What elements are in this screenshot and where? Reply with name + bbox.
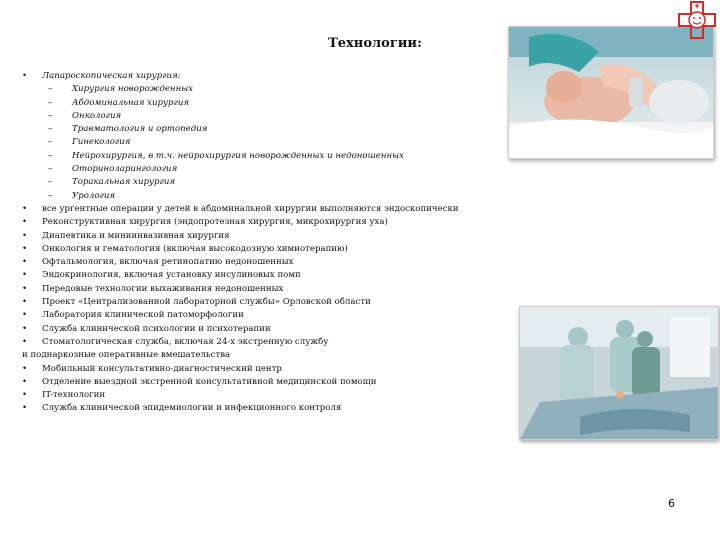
cross-face-logo-icon bbox=[677, 0, 717, 40]
bullet-marker: • bbox=[22, 376, 28, 387]
sub-list-item bbox=[22, 190, 502, 203]
bullet-marker: • bbox=[22, 257, 28, 268]
item-text: Стоматологическая служба, включая 24-х экстренную службу bbox=[42, 336, 329, 347]
sub-list-item bbox=[22, 83, 502, 96]
bullet-marker: • bbox=[22, 230, 28, 241]
bullet-marker: • bbox=[22, 71, 28, 81]
item-text: Лапароскопическая хирургия: bbox=[42, 71, 181, 81]
hospital-logo bbox=[677, 0, 717, 40]
dash-marker: – bbox=[48, 177, 53, 188]
continuation-line bbox=[22, 349, 502, 362]
list-item bbox=[22, 243, 502, 256]
newborn-surgery-illustration bbox=[509, 27, 713, 158]
item-text: Лаборатория клинической патоморфологии bbox=[42, 310, 244, 321]
list-item bbox=[22, 256, 502, 269]
list-item bbox=[22, 296, 502, 309]
bullet-marker: • bbox=[22, 297, 28, 308]
sub-list-item bbox=[22, 163, 502, 176]
item-text: Гинекология bbox=[72, 137, 131, 148]
sub-list-item bbox=[22, 136, 502, 149]
item-text: и поднаркозные оперативные вмешательства bbox=[22, 350, 231, 361]
list-item bbox=[22, 230, 502, 243]
list-item bbox=[22, 323, 502, 336]
bullet-marker: • bbox=[22, 217, 28, 228]
item-text: Урология bbox=[72, 190, 116, 201]
item-text: Абдоминальная хирургия bbox=[72, 97, 190, 108]
bullet-marker: • bbox=[22, 390, 28, 401]
slide-title: Технологии: bbox=[328, 36, 422, 51]
sub-list-item bbox=[22, 176, 502, 189]
item-text: Оториноларингология bbox=[72, 164, 178, 175]
list-item bbox=[22, 309, 502, 322]
list-item bbox=[22, 363, 502, 376]
list-item bbox=[22, 389, 502, 402]
item-text: Служба клинической психологии и психотерапии bbox=[42, 323, 271, 334]
technology-list bbox=[22, 70, 502, 416]
item-text: Торакальная хирургия bbox=[72, 177, 176, 188]
item-text: IT-технологии bbox=[42, 390, 106, 401]
item-text: все ургентные операции у детей в абдоминальной хирургии выполняются эндоскопически bbox=[42, 203, 459, 214]
dash-marker: – bbox=[48, 97, 53, 108]
dash-marker: – bbox=[48, 150, 53, 161]
bullet-marker: • bbox=[22, 363, 28, 374]
dash-marker: – bbox=[48, 164, 53, 175]
item-text: Передовые технологии выхаживания недоношенных bbox=[42, 283, 284, 294]
page-number: 6 bbox=[668, 497, 675, 510]
bullet-marker: • bbox=[22, 310, 28, 321]
list-item bbox=[22, 269, 502, 282]
operating-room-photo bbox=[519, 306, 719, 440]
bullet-marker: • bbox=[22, 243, 28, 254]
item-text: Реконструктивная хирургия (эндопротезная хирургия, микрохирургия уха) bbox=[42, 217, 388, 228]
item-text: Служба клинической эпидемиологии и инфекционного контроля bbox=[42, 403, 342, 414]
list-item bbox=[22, 283, 502, 296]
item-text: Эндокринология, включая установку инсулиновых помп bbox=[42, 270, 301, 281]
item-text: Онкология и гематология (включая высокодозную химиотерапию) bbox=[42, 243, 348, 254]
bullet-marker: • bbox=[22, 403, 28, 414]
item-text: Хирургия новорожденных bbox=[72, 84, 194, 95]
sub-list-item bbox=[22, 123, 502, 136]
list-item bbox=[22, 376, 502, 389]
bullet-marker: • bbox=[22, 270, 28, 281]
dash-marker: – bbox=[48, 84, 53, 95]
list-item bbox=[22, 70, 502, 83]
dash-marker: – bbox=[48, 190, 53, 201]
bullet-marker: • bbox=[22, 203, 28, 214]
dash-marker: – bbox=[48, 110, 53, 121]
list-item bbox=[22, 216, 502, 229]
sub-list-item bbox=[22, 110, 502, 123]
list-item bbox=[22, 203, 502, 216]
item-text: Онкология bbox=[72, 110, 122, 121]
item-text: Отделение выездной экстренной консультативной медицинской помощи bbox=[42, 376, 377, 387]
item-text: Нейрохирургия, в т.ч. нейрохирургия новорожденных и недоношенных bbox=[72, 150, 404, 161]
operating-room-illustration bbox=[520, 307, 718, 439]
dash-marker: – bbox=[48, 124, 53, 135]
sub-list-item bbox=[22, 150, 502, 163]
item-text: Мобильный консультативно-диагностический центр bbox=[42, 363, 282, 374]
bullet-marker: • bbox=[22, 283, 28, 294]
item-text: Диапевтика и миниинвазивная хирургия bbox=[42, 230, 230, 241]
bullet-marker: • bbox=[22, 336, 28, 347]
list-item bbox=[22, 402, 502, 415]
list-item bbox=[22, 336, 502, 349]
item-text: Травматология и ортопедия bbox=[72, 124, 208, 135]
bullet-marker: • bbox=[22, 323, 28, 334]
newborn-surgery-photo bbox=[508, 26, 714, 159]
item-text: Офтальмология, включая ретинопатию недоношенных bbox=[42, 257, 294, 268]
item-text: Проект «Централизованной лабораторной службы» Орловской области bbox=[42, 297, 371, 308]
dash-marker: – bbox=[48, 137, 53, 148]
sub-list-item bbox=[22, 97, 502, 110]
